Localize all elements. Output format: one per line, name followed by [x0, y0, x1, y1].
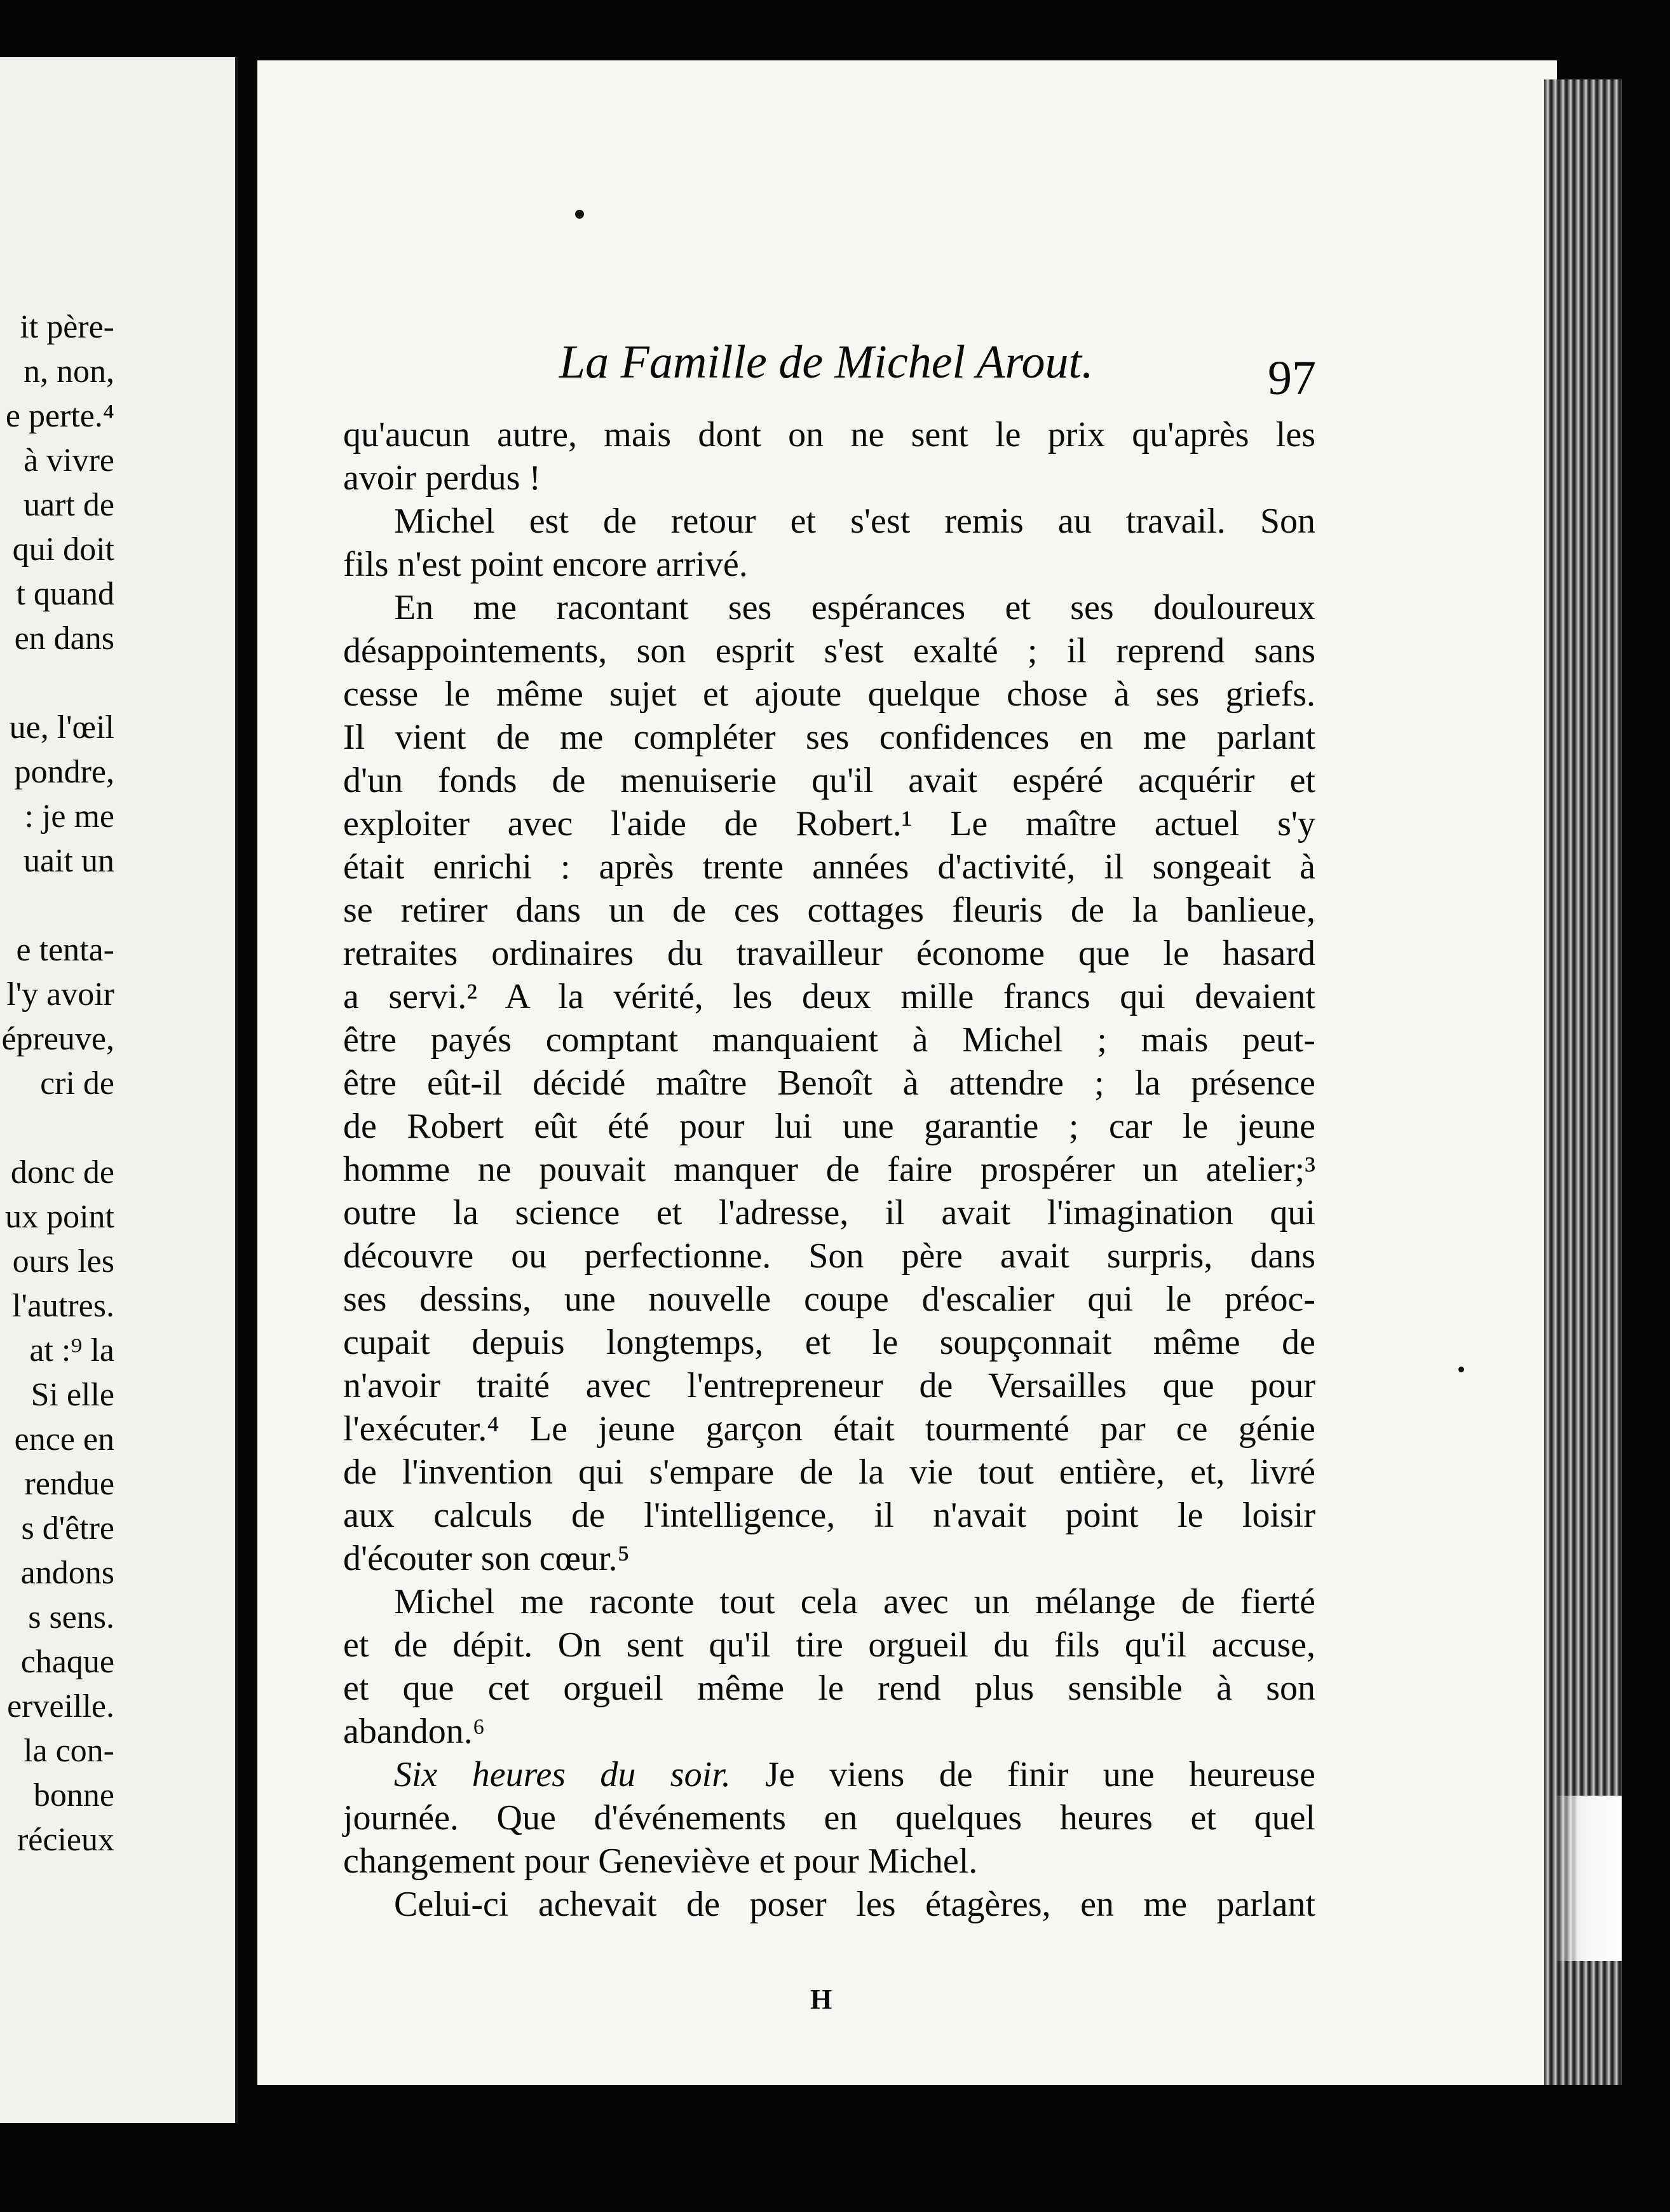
text-line: cesse le même sujet et ajoute quelque chose à ses griefs.	[343, 674, 1315, 714]
facing-page-line: récieux	[17, 1822, 114, 1858]
facing-page-line: chaque	[20, 1644, 114, 1680]
text-line: de Robert eût été pour lui une garantie ; car le jeune	[343, 1107, 1315, 1146]
text-line: d'écouter son cœur.⁵	[343, 1539, 630, 1578]
text-line: et de dépit. On sent qu'il tire orgueil du fils qu'il accuse,	[343, 1625, 1315, 1665]
text-line: ses dessins, une nouvelle coupe d'escalier qui le préoc-	[343, 1280, 1315, 1319]
text-line: journée. Que d'événements en quelques heures et quel	[343, 1798, 1315, 1838]
text-line: désappointements, son esprit s'est exalté ; il reprend sans	[343, 631, 1315, 671]
text-line: être eût-il décidé maître Benoît à attendre ; la présence	[343, 1063, 1315, 1103]
dated-entry-heading: Six heures du soir.	[394, 1755, 731, 1794]
text-line: aux calculs de l'intelligence, il n'avait point le loisir	[343, 1496, 1315, 1535]
facing-page-line: n, non,	[24, 353, 114, 390]
facing-page-line: pondre,	[14, 754, 114, 790]
text-line: était enrichi : après trente années d'activité, il songeait à	[343, 847, 1315, 887]
facing-page-line: en dans	[14, 620, 114, 657]
facing-page-line: e perte.⁴	[5, 398, 114, 434]
text-line: Michel est de retour et s'est remis au travail. Son	[394, 502, 1315, 541]
text-line: l'exécuter.⁴ Le jeune garçon était tourmenté par ce génie	[343, 1409, 1315, 1449]
text-line	[343, 1753, 1315, 1796]
text-line: En me racontant ses espérances et ses douloureux	[394, 588, 1315, 627]
page-edge	[1544, 79, 1622, 2085]
text-line: a servi.² A la vérité, les deux mille francs qui devaient	[343, 977, 1315, 1016]
facing-page-line: s sens.	[28, 1599, 114, 1635]
text-line: fils n'est point encore arrivé.	[343, 545, 748, 584]
text-line: abandon.⁶	[343, 1712, 485, 1751]
facing-page-line: épreuve,	[1, 1021, 114, 1057]
ink-speck	[1458, 1367, 1464, 1372]
text-line: d'un fonds de menuiserie qu'il avait espéré acquérir et	[343, 761, 1315, 800]
text-line: et que cet orgueil même le rend plus sensible à son	[343, 1669, 1315, 1708]
facing-page-line: rendue	[24, 1466, 114, 1502]
facing-page-line: qui doit	[12, 531, 114, 568]
facing-page-line: ux point	[5, 1199, 114, 1235]
facing-page-line: at :⁹ la	[29, 1332, 114, 1369]
facing-page-line: s d'être	[21, 1510, 114, 1546]
text-line: qu'aucun autre, mais dont on ne sent le prix qu'après les	[343, 415, 1315, 454]
text-line: retraites ordinaires du travailleur économe que le hasard	[343, 934, 1315, 973]
text-line: se retirer dans un de ces cottages fleuris de la banlieue,	[343, 891, 1315, 930]
facing-page	[0, 57, 238, 2123]
text-line: outre la science et l'adresse, il avait l'imagination qui	[343, 1193, 1315, 1232]
facing-page-line: erveille.	[7, 1688, 114, 1724]
text-line: Il vient de me compléter ses confidences en me parlant	[343, 718, 1315, 757]
facing-page-line: andons	[20, 1555, 114, 1591]
text-line: être payés comptant manquaient à Michel ; mais peut-	[343, 1020, 1315, 1060]
text-line: Michel me raconte tout cela avec un mélange de fierté	[394, 1582, 1315, 1621]
text-line: homme ne pouvait manquer de faire prospérer un atelier;³	[343, 1150, 1315, 1189]
facing-page-line: donc de	[10, 1154, 114, 1191]
light-glare	[1554, 1796, 1622, 1961]
facing-page-line: bonne	[33, 1777, 114, 1813]
facing-page-line: ence en	[14, 1421, 114, 1458]
text-line: exploiter avec l'aide de Robert.¹ Le maître actuel s'y	[343, 804, 1315, 843]
facing-page-line: ue, l'œil	[9, 709, 114, 746]
facing-page-line: t quand	[16, 576, 114, 612]
facing-page-line: : je me	[24, 798, 114, 835]
facing-page-line: l'y avoir	[6, 976, 114, 1013]
ink-speck	[575, 210, 584, 219]
facing-page-line: cri de	[40, 1065, 114, 1102]
running-head: La Famille de Michel Arout.	[559, 336, 1094, 388]
facing-page-line: ours les	[12, 1243, 114, 1280]
text-line: changement pour Geneviève et pour Michel.	[343, 1841, 978, 1881]
text-line: n'avoir traité avec l'entrepreneur de Versailles que pour	[343, 1366, 1315, 1405]
page-number: 97	[1268, 352, 1316, 405]
text-line: cupait depuis longtemps, et le soupçonnait même de	[343, 1323, 1315, 1362]
facing-page-line: la con-	[24, 1733, 114, 1769]
facing-page-line: à vivre	[24, 442, 114, 479]
facing-page-line: l'autres.	[12, 1288, 114, 1324]
text-line-rest: Je viens de finir une heureuse	[730, 1755, 1315, 1794]
text-line: Celui-ci achevait de poser les étagères, en me parlant	[394, 1885, 1315, 1924]
body-text	[343, 413, 1315, 1926]
facing-page-line: Si elle	[31, 1377, 114, 1413]
text-line: découvre ou perfectionne. Son père avait surpris, dans	[343, 1236, 1315, 1276]
signature-mark: H	[810, 1984, 832, 2015]
facing-page-line: e tenta-	[16, 932, 114, 968]
facing-page-line: it père-	[20, 309, 114, 345]
facing-page-line: uait un	[24, 843, 114, 879]
text-line: de l'invention qui s'empare de la vie tout entière, et, livré	[343, 1452, 1315, 1492]
facing-page-line: uart de	[24, 487, 114, 523]
text-line: avoir perdus !	[343, 458, 541, 498]
